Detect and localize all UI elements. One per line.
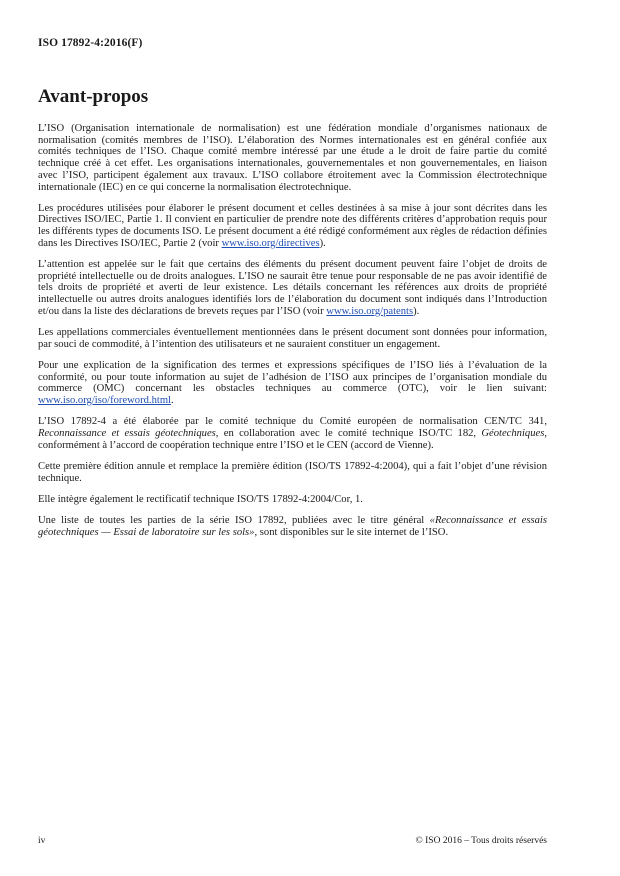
committee-name-italic: Géotechniques: [481, 427, 545, 439]
paragraph-text-end: ).: [413, 305, 420, 317]
paragraph-text: , sont disponibles sur le site internet de l’ISO.: [254, 526, 449, 538]
paragraph-text-end: ).: [319, 237, 326, 249]
paragraph-text: L’attention est appelée sur le fait que certains des éléments du présent document peuvent faire l’objet de droits de propriété intellectuelle ou de droits analogues. L’ISO ne saurait être tenue pour responsable de ne pas avoir identifié de tels droits de propriété et averti de leur existence. Les détails concernant les références aux droits de propriété intellectuelle ou autres droits analogues identifiés lors de l’élaboration du document sont indiqués dans l’Introduction et/ou dans la liste des déclarations de brevets reçues par l’ISO (voir: [38, 259, 547, 317]
paragraph-series: [38, 515, 547, 538]
paragraph-text: Une liste de toutes les parties de la série ISO 17892, publiées avec le titre général: [38, 514, 430, 526]
directives-link[interactable]: www.iso.org/directives: [221, 237, 320, 249]
paragraph-trade-names: Les appellations commerciales éventuellement mentionnées dans le présent document sont données pour information, par souci de commodité, à l’intention des utilisateurs et ne sauraient constituer un engagement.: [38, 327, 547, 350]
paragraph-text: Les procédures utilisées pour élaborer le présent document et celles destinées à sa mise à jour sont décrites dans les Directives ISO/IEC, Partie 1. Il convient en particulier de prendre note des différents critères d’approbation requis pour les différents types de documents ISO. Le présent document a été rédigé conformément aux règles de rédaction définies dans les Directives ISO/IEC, Partie 2 (voir: [38, 202, 547, 249]
paragraph-text: L’ISO 17892-4 a été élaborée par le comité technique du Comité européen de normalisation CEN/TC 341,: [38, 416, 547, 428]
paragraph-text: Pour une explication de la signification des termes et expressions spécifiques de l’ISO liés à l’évaluation de la conformité, ou pour toute information au sujet de l’adhésion de l’ISO aux principes de l’organisation mondiale du commerce (OMC) concernant les obstacles techniques au commerce (OTC), voir le lien suivant:: [38, 359, 547, 395]
patents-link[interactable]: www.iso.org/patents: [326, 305, 414, 317]
paragraph-text: , en collaboration avec le comité technique ISO/TC 182,: [215, 427, 482, 439]
foreword-link[interactable]: www.iso.org/iso/foreword.html: [38, 395, 172, 407]
paragraph-patents: [38, 259, 547, 318]
page-title: Avant-propos: [38, 86, 149, 107]
series-title-italic: «Reconnaissance et essais géotechniques — Essai de laboratoire sur les sols»: [38, 514, 547, 538]
foreword-body: [38, 123, 547, 548]
paragraph-iso-organisation: L’ISO (Organisation internationale de normalisation) est une fédération mondiale d’organismes nationaux de normalisation (comités membres de l’ISO). L’élaboration des Normes internationales est en général confiée aux comités techniques de l’ISO. Chaque comité membre intéressé par une étude a le droit de faire partie du comité technique créé à cet effet. Les organisations internationales, gouvernementales et non gouvernementales, en liaison avec l’ISO, participent également aux travaux. L’ISO collabore étroitement avec la Commission électrotechnique internationale (IEC) en ce qui concerne la normalisation électrotechnique.: [38, 123, 547, 193]
paragraph-conformity: [38, 360, 547, 407]
committee-title-italic: Reconnaissance et essais géotechniques: [38, 427, 216, 439]
page-number: iv: [38, 836, 46, 846]
paragraph-text-end: .: [171, 395, 174, 407]
document-identifier: ISO 17892-4:2016(F): [38, 37, 143, 49]
copyright-notice: © ISO 2016 – Tous droits réservés: [415, 836, 547, 846]
paragraph-edition: Cette première édition annule et remplace la première édition (ISO/TS 17892-4:2004), qui a fait l’objet d’une révision technique.: [38, 460, 547, 484]
paragraph-text: , conformément à l’accord de coopération technique entre l’ISO et le CEN (accord de Vienne).: [38, 427, 547, 451]
paragraph-committee: [38, 416, 547, 451]
paragraph-procedures: [38, 203, 547, 250]
paragraph-corrigendum: Elle intègre également le rectificatif technique ISO/TS 17892-4:2004/Cor, 1.: [38, 493, 363, 505]
